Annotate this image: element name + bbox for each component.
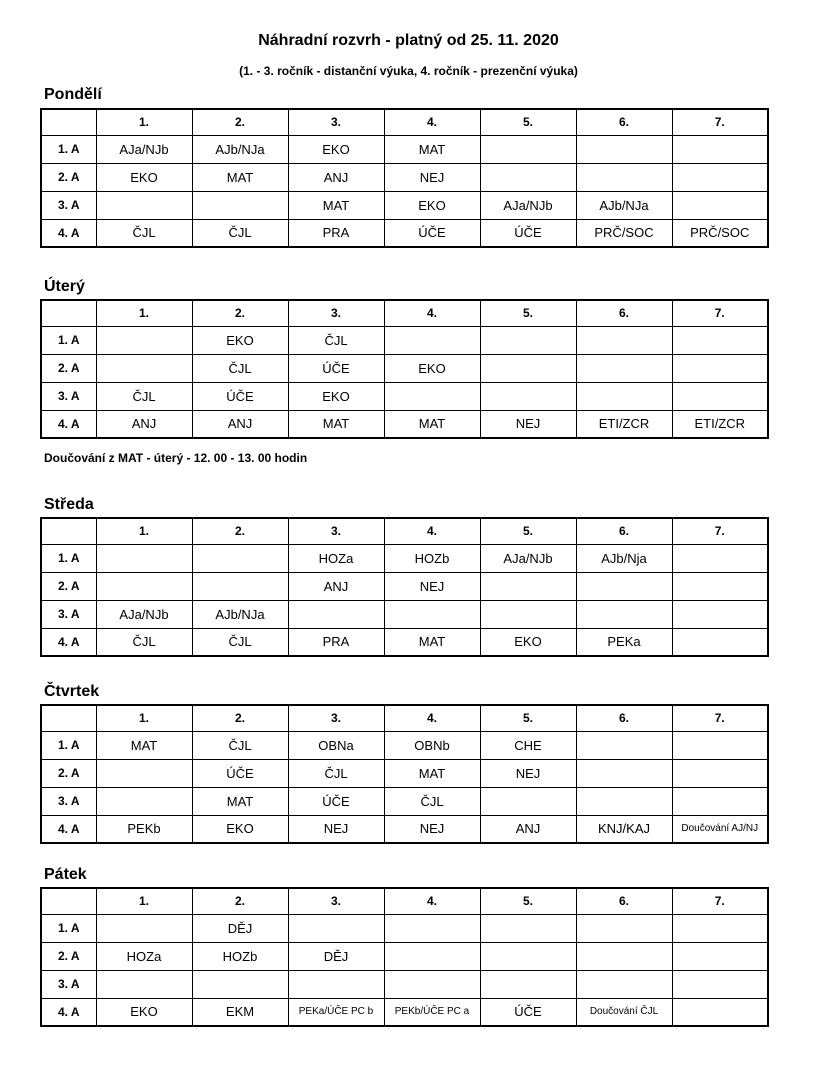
period-header: 2. <box>192 888 288 914</box>
lesson-cell <box>672 163 768 191</box>
lesson-cell: NEJ <box>384 572 480 600</box>
table-row <box>41 219 768 247</box>
table-row <box>41 731 768 759</box>
lesson-cell <box>96 787 192 815</box>
period-header: 2. <box>192 705 288 731</box>
lesson-cell: EKO <box>192 815 288 843</box>
period-header: 3. <box>288 705 384 731</box>
lesson-cell: NEJ <box>480 759 576 787</box>
lesson-cell: EKO <box>96 163 192 191</box>
lesson-cell <box>480 942 576 970</box>
lesson-cell: HOZb <box>384 544 480 572</box>
schedule-table <box>40 299 769 439</box>
lesson-cell <box>576 731 672 759</box>
lesson-cell: NEJ <box>480 410 576 438</box>
corner-cell <box>41 300 96 326</box>
lesson-cell <box>672 572 768 600</box>
header-row <box>41 518 768 544</box>
lesson-cell: PRA <box>288 628 384 656</box>
lesson-cell: EKM <box>192 998 288 1026</box>
lesson-cell: KNJ/KAJ <box>576 815 672 843</box>
class-label: 2. A <box>41 572 96 600</box>
header-row <box>41 109 768 135</box>
lesson-cell <box>288 970 384 998</box>
period-header: 3. <box>288 518 384 544</box>
period-header: 7. <box>672 109 768 135</box>
period-header: 4. <box>384 518 480 544</box>
period-header: 3. <box>288 300 384 326</box>
tutoring-note: Doučování z MAT - úterý - 12. 00 - 13. 00 hodin <box>44 451 308 465</box>
lesson-cell <box>96 759 192 787</box>
lesson-cell <box>96 970 192 998</box>
lesson-cell <box>672 970 768 998</box>
period-header: 4. <box>384 705 480 731</box>
lesson-cell: ANJ <box>480 815 576 843</box>
lesson-cell: ETI/ZCR <box>576 410 672 438</box>
day-name: Úterý <box>44 278 85 295</box>
lesson-cell: ANJ <box>192 410 288 438</box>
lesson-cell: ČJL <box>192 731 288 759</box>
lesson-cell <box>672 600 768 628</box>
lesson-cell: EKO <box>288 135 384 163</box>
class-label: 2. A <box>41 759 96 787</box>
class-label: 3. A <box>41 382 96 410</box>
schedule-table <box>40 517 769 657</box>
lesson-cell: Doučování AJ/NJ <box>672 815 768 843</box>
lesson-cell: MAT <box>384 759 480 787</box>
lesson-cell <box>576 914 672 942</box>
table-row <box>41 998 768 1026</box>
class-label: 2. A <box>41 942 96 970</box>
lesson-cell: AJa/NJb <box>480 191 576 219</box>
class-label: 4. A <box>41 410 96 438</box>
lesson-cell: PEKa <box>576 628 672 656</box>
schedule-table <box>40 887 769 1027</box>
page-title: Náhradní rozvrh - platný od 25. 11. 2020 <box>258 32 559 49</box>
lesson-cell: ÚČE <box>192 759 288 787</box>
period-header: 1. <box>96 300 192 326</box>
table-row <box>41 815 768 843</box>
lesson-cell: AJa/NJb <box>96 135 192 163</box>
lesson-cell: MAT <box>384 135 480 163</box>
period-header: 6. <box>576 518 672 544</box>
corner-cell <box>41 705 96 731</box>
day-name: Středa <box>44 496 94 513</box>
lesson-cell <box>672 731 768 759</box>
lesson-cell: PRČ/SOC <box>672 219 768 247</box>
schedule-table <box>40 704 769 844</box>
lesson-cell: ANJ <box>96 410 192 438</box>
period-header: 7. <box>672 300 768 326</box>
table-row <box>41 970 768 998</box>
lesson-cell: PRA <box>288 219 384 247</box>
lesson-cell: ČJL <box>192 219 288 247</box>
lesson-cell <box>480 787 576 815</box>
lesson-cell <box>96 354 192 382</box>
class-label: 3. A <box>41 787 96 815</box>
period-header: 1. <box>96 109 192 135</box>
period-header: 1. <box>96 518 192 544</box>
lesson-cell: MAT <box>192 787 288 815</box>
schedule-table <box>40 108 769 248</box>
lesson-cell: ÚČE <box>288 787 384 815</box>
class-label: 3. A <box>41 970 96 998</box>
lesson-cell: ČJL <box>96 382 192 410</box>
lesson-cell <box>96 914 192 942</box>
lesson-cell: HOZb <box>192 942 288 970</box>
lesson-cell: MAT <box>192 163 288 191</box>
table-row <box>41 135 768 163</box>
period-header: 7. <box>672 705 768 731</box>
corner-cell <box>41 109 96 135</box>
lesson-cell <box>576 382 672 410</box>
lesson-cell: AJb/NJa <box>192 135 288 163</box>
lesson-cell <box>576 572 672 600</box>
lesson-cell: OBNa <box>288 731 384 759</box>
period-header: 7. <box>672 888 768 914</box>
lesson-cell <box>672 135 768 163</box>
lesson-cell <box>96 191 192 219</box>
lesson-cell: ČJL <box>96 628 192 656</box>
lesson-cell: EKO <box>192 326 288 354</box>
lesson-cell <box>672 382 768 410</box>
lesson-cell <box>576 163 672 191</box>
class-label: 3. A <box>41 191 96 219</box>
period-header: 5. <box>480 300 576 326</box>
table-row <box>41 914 768 942</box>
period-header: 1. <box>96 888 192 914</box>
lesson-cell: ČJL <box>96 219 192 247</box>
lesson-cell <box>576 970 672 998</box>
lesson-cell <box>576 326 672 354</box>
lesson-cell: AJa/NJb <box>480 544 576 572</box>
class-label: 1. A <box>41 914 96 942</box>
lesson-cell <box>672 326 768 354</box>
period-header: 6. <box>576 109 672 135</box>
class-label: 1. A <box>41 326 96 354</box>
lesson-cell: NEJ <box>384 815 480 843</box>
lesson-cell <box>576 135 672 163</box>
day-name: Čtvrtek <box>44 683 100 700</box>
lesson-cell <box>576 942 672 970</box>
day-name: Pondělí <box>44 86 102 103</box>
lesson-cell: PEKb <box>96 815 192 843</box>
period-header: 7. <box>672 518 768 544</box>
class-label: 1. A <box>41 544 96 572</box>
lesson-cell <box>384 382 480 410</box>
class-label: 1. A <box>41 135 96 163</box>
period-header: 3. <box>288 109 384 135</box>
lesson-cell <box>192 191 288 219</box>
lesson-cell: EKO <box>480 628 576 656</box>
class-label: 4. A <box>41 998 96 1026</box>
table-row <box>41 759 768 787</box>
lesson-cell: ČJL <box>288 759 384 787</box>
lesson-cell <box>384 914 480 942</box>
period-header: 5. <box>480 705 576 731</box>
lesson-cell: EKO <box>288 382 384 410</box>
class-label: 2. A <box>41 354 96 382</box>
lesson-cell: EKO <box>384 354 480 382</box>
day-name: Pátek <box>44 866 87 883</box>
header-row <box>41 888 768 914</box>
corner-cell <box>41 518 96 544</box>
lesson-cell: CHE <box>480 731 576 759</box>
lesson-cell: EKO <box>384 191 480 219</box>
lesson-cell <box>480 163 576 191</box>
period-header: 2. <box>192 109 288 135</box>
period-header: 4. <box>384 300 480 326</box>
table-row <box>41 191 768 219</box>
period-header: 2. <box>192 518 288 544</box>
lesson-cell: DĚJ <box>288 942 384 970</box>
lesson-cell: ANJ <box>288 572 384 600</box>
lesson-cell: NEJ <box>384 163 480 191</box>
lesson-cell: PEKb/ÚČE PC a <box>384 998 480 1026</box>
corner-cell <box>41 888 96 914</box>
class-label: 4. A <box>41 628 96 656</box>
lesson-cell <box>480 354 576 382</box>
period-header: 5. <box>480 888 576 914</box>
lesson-cell <box>192 970 288 998</box>
lesson-cell: MAT <box>288 410 384 438</box>
table-row <box>41 787 768 815</box>
lesson-cell: ČJL <box>192 628 288 656</box>
period-header: 5. <box>480 109 576 135</box>
lesson-cell: MAT <box>384 628 480 656</box>
class-label: 4. A <box>41 815 96 843</box>
class-label: 2. A <box>41 163 96 191</box>
lesson-cell <box>576 759 672 787</box>
lesson-cell <box>576 600 672 628</box>
lesson-cell <box>672 354 768 382</box>
period-header: 2. <box>192 300 288 326</box>
lesson-cell <box>672 787 768 815</box>
lesson-cell <box>672 544 768 572</box>
period-header: 1. <box>96 705 192 731</box>
lesson-cell <box>480 326 576 354</box>
lesson-cell <box>96 326 192 354</box>
table-row <box>41 326 768 354</box>
lesson-cell: ÚČE <box>192 382 288 410</box>
table-row <box>41 572 768 600</box>
lesson-cell: ÚČE <box>480 219 576 247</box>
lesson-cell: ANJ <box>288 163 384 191</box>
lesson-cell: ČJL <box>192 354 288 382</box>
lesson-cell: ČJL <box>288 326 384 354</box>
class-label: 3. A <box>41 600 96 628</box>
period-header: 6. <box>576 888 672 914</box>
lesson-cell <box>672 191 768 219</box>
lesson-cell: AJb/Nja <box>576 544 672 572</box>
lesson-cell <box>96 544 192 572</box>
lesson-cell: EKO <box>96 998 192 1026</box>
lesson-cell <box>672 759 768 787</box>
table-row <box>41 163 768 191</box>
lesson-cell: MAT <box>384 410 480 438</box>
period-header: 3. <box>288 888 384 914</box>
period-header: 6. <box>576 300 672 326</box>
lesson-cell <box>192 572 288 600</box>
header-row <box>41 705 768 731</box>
lesson-cell: ČJL <box>384 787 480 815</box>
class-label: 4. A <box>41 219 96 247</box>
lesson-cell: AJa/NJb <box>96 600 192 628</box>
lesson-cell <box>96 572 192 600</box>
table-row <box>41 942 768 970</box>
lesson-cell <box>480 382 576 410</box>
lesson-cell <box>480 970 576 998</box>
lesson-cell: AJb/NJa <box>192 600 288 628</box>
lesson-cell: HOZa <box>96 942 192 970</box>
page-subtitle: (1. - 3. ročník - distanční výuka, 4. ročník - prezenční výuka) <box>239 64 578 78</box>
table-row <box>41 410 768 438</box>
lesson-cell: NEJ <box>288 815 384 843</box>
period-header: 4. <box>384 109 480 135</box>
lesson-cell <box>576 354 672 382</box>
table-row <box>41 544 768 572</box>
lesson-cell <box>384 326 480 354</box>
lesson-cell <box>384 942 480 970</box>
lesson-cell: ÚČE <box>480 998 576 1026</box>
lesson-cell: MAT <box>288 191 384 219</box>
lesson-cell: ÚČE <box>288 354 384 382</box>
lesson-cell: DĚJ <box>192 914 288 942</box>
lesson-cell <box>480 600 576 628</box>
lesson-cell <box>480 135 576 163</box>
lesson-cell: OBNb <box>384 731 480 759</box>
lesson-cell <box>672 914 768 942</box>
lesson-cell: HOZa <box>288 544 384 572</box>
lesson-cell <box>192 544 288 572</box>
lesson-cell <box>672 628 768 656</box>
lesson-cell: ÚČE <box>384 219 480 247</box>
lesson-cell: MAT <box>96 731 192 759</box>
lesson-cell <box>576 787 672 815</box>
lesson-cell <box>480 914 576 942</box>
table-row <box>41 382 768 410</box>
lesson-cell <box>384 970 480 998</box>
lesson-cell <box>288 600 384 628</box>
lesson-cell <box>672 942 768 970</box>
lesson-cell: AJb/NJa <box>576 191 672 219</box>
lesson-cell <box>672 998 768 1026</box>
lesson-cell <box>480 572 576 600</box>
table-row <box>41 354 768 382</box>
lesson-cell: ETI/ZCR <box>672 410 768 438</box>
lesson-cell <box>384 600 480 628</box>
lesson-cell <box>288 914 384 942</box>
period-header: 6. <box>576 705 672 731</box>
period-header: 4. <box>384 888 480 914</box>
lesson-cell: PEKa/ÚČE PC b <box>288 998 384 1026</box>
class-label: 1. A <box>41 731 96 759</box>
header-row <box>41 300 768 326</box>
table-row <box>41 628 768 656</box>
lesson-cell: PRČ/SOC <box>576 219 672 247</box>
period-header: 5. <box>480 518 576 544</box>
lesson-cell: Doučování ČJL <box>576 998 672 1026</box>
table-row <box>41 600 768 628</box>
